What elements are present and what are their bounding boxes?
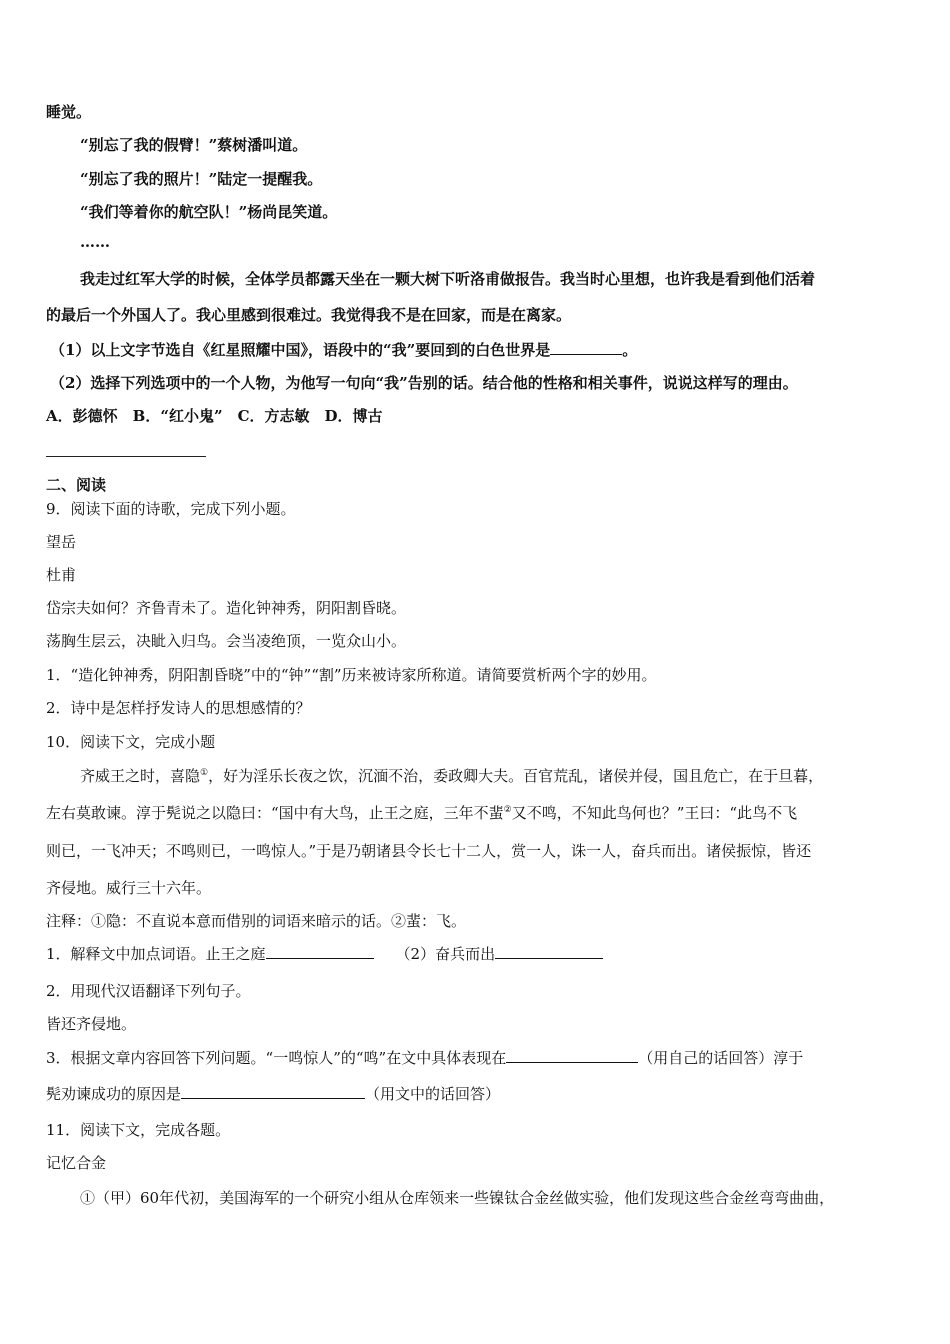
classical-text-line: [46, 802, 910, 824]
ellipsis: ……: [80, 233, 110, 251]
footnote-marker: ①: [200, 768, 209, 778]
question-text: 1．解释文中加点词语。止王之庭: [46, 945, 266, 963]
annotation-note: 注释：①隐：不直说本意而借别的词语来暗示的话。②蜚：飞。: [46, 912, 467, 930]
poem-line-1: 岱宗夫如何？齐鲁青未了。造化钟神秀，阴阳割昏晓。: [46, 599, 407, 617]
section-title: 二、阅读: [46, 476, 107, 494]
answer-blank[interactable]: [266, 944, 374, 959]
question-text: （2）奋兵而出: [395, 945, 496, 963]
question-11-intro: 11．阅读下文，完成各题。: [46, 1121, 231, 1139]
classical-text-line: [80, 765, 910, 787]
question-10-3: [46, 1047, 910, 1069]
answer-blank[interactable]: [506, 1048, 638, 1063]
question-text: （用自己的话回答）淳于: [638, 1049, 804, 1067]
text-fragment: 睡觉。: [46, 103, 92, 121]
question-1: [50, 339, 910, 361]
text-part: ，好为淫乐长夜之饮，沉湎不治，委政卿大夫。百官荒乱，诸侯并侵，国且危亡，在于旦暮，: [208, 767, 824, 785]
question-10-intro: 10．阅读下文，完成小题: [46, 733, 216, 751]
paragraph-line: 我走过红军大学的时候，全体学员都露天坐在一颗大树下听洛甫做报告。我当时心里想，也许我是看到他们活着: [80, 270, 816, 288]
poem-author: 杜甫: [46, 566, 77, 584]
translate-sentence: 皆还齐侵地。: [46, 1015, 137, 1033]
quote-yang: “我们等着你的航空队！”杨尚昆笑道。: [80, 203, 338, 221]
article-title: 记忆合金: [46, 1154, 107, 1172]
quote-lu: “别忘了我的照片！”陆定一提醒我。: [80, 170, 323, 188]
answer-blank[interactable]: [550, 340, 622, 355]
question-end: 。: [622, 341, 638, 359]
question-2: （2）选择下列选项中的一个人物，为他写一句向“我”告别的话。结合他的性格和相关事件，说说这样写的理由。: [50, 374, 798, 392]
divider-line: [46, 456, 206, 457]
question-9-intro: 9．阅读下面的诗歌，完成下列小题。: [46, 500, 296, 518]
text-part: 又不鸣，不知此鸟何也？”王曰：“此鸟不飞: [511, 804, 798, 822]
question-text: （1）以上文字节选自《红星照耀中国》，语段中的“我”要回到的白色世界是: [50, 341, 551, 359]
paragraph-line: 的最后一个外国人了。我心里感到很难过。我觉得我不是在回家，而是在离家。: [46, 306, 572, 324]
text-part: 齐威王之时，喜隐: [80, 767, 201, 785]
question-text: 3．根据文章内容回答下列问题。“一鸣惊人”的“鸣”在文中具体表现在: [46, 1049, 507, 1067]
quote-cai: “别忘了我的假臂！”蔡树潘叫道。: [80, 136, 308, 154]
classical-text-line: 齐侵地。威行三十六年。: [46, 879, 212, 897]
answer-blank[interactable]: [181, 1084, 365, 1099]
question-text: 髡劝谏成功的原因是: [46, 1085, 182, 1103]
question-10-2: 2．用现代汉语翻译下列句子。: [46, 982, 251, 1000]
footnote-marker: ②: [503, 805, 512, 815]
text-part: 左右莫敢谏。淳于髡说之以隐曰：“国中有大鸟，止王之庭，三年不蜚: [46, 804, 504, 822]
question-9-1: 1．“造化钟神秀，阴阳割昏晓”中的“钟”“割”历来被诗家所称道。请简要赏析两个字的妙用。: [46, 666, 657, 684]
question-10-1: [46, 943, 910, 965]
answer-blank[interactable]: [495, 944, 603, 959]
question-10-3-cont: [46, 1083, 910, 1105]
question-9-2: 2．诗中是怎样抒发诗人的思想感情的？: [46, 699, 311, 717]
options-line: A．彭德怀 B．“红小鬼” C．方志敏 D．博古: [46, 407, 383, 425]
poem-line-2: 荡胸生层云，决眦入归鸟。会当凌绝顶，一览众山小。: [46, 632, 407, 650]
poem-title: 望岳: [46, 533, 77, 551]
article-paragraph: ①（甲）60年代初，美国海军的一个研究小组从仓库领来一些镍钛合金丝做实验，他们发现这些合金丝弯弯曲曲，: [80, 1189, 835, 1207]
question-text: （用文中的话回答）: [365, 1085, 501, 1103]
classical-text-line: 则已，一飞冲天；不鸣则已，一鸣惊人。”于是乃朝诸县令长七十二人，赏一人，诛一人，奋兵而出。诸侯振惊，皆还: [46, 842, 812, 860]
